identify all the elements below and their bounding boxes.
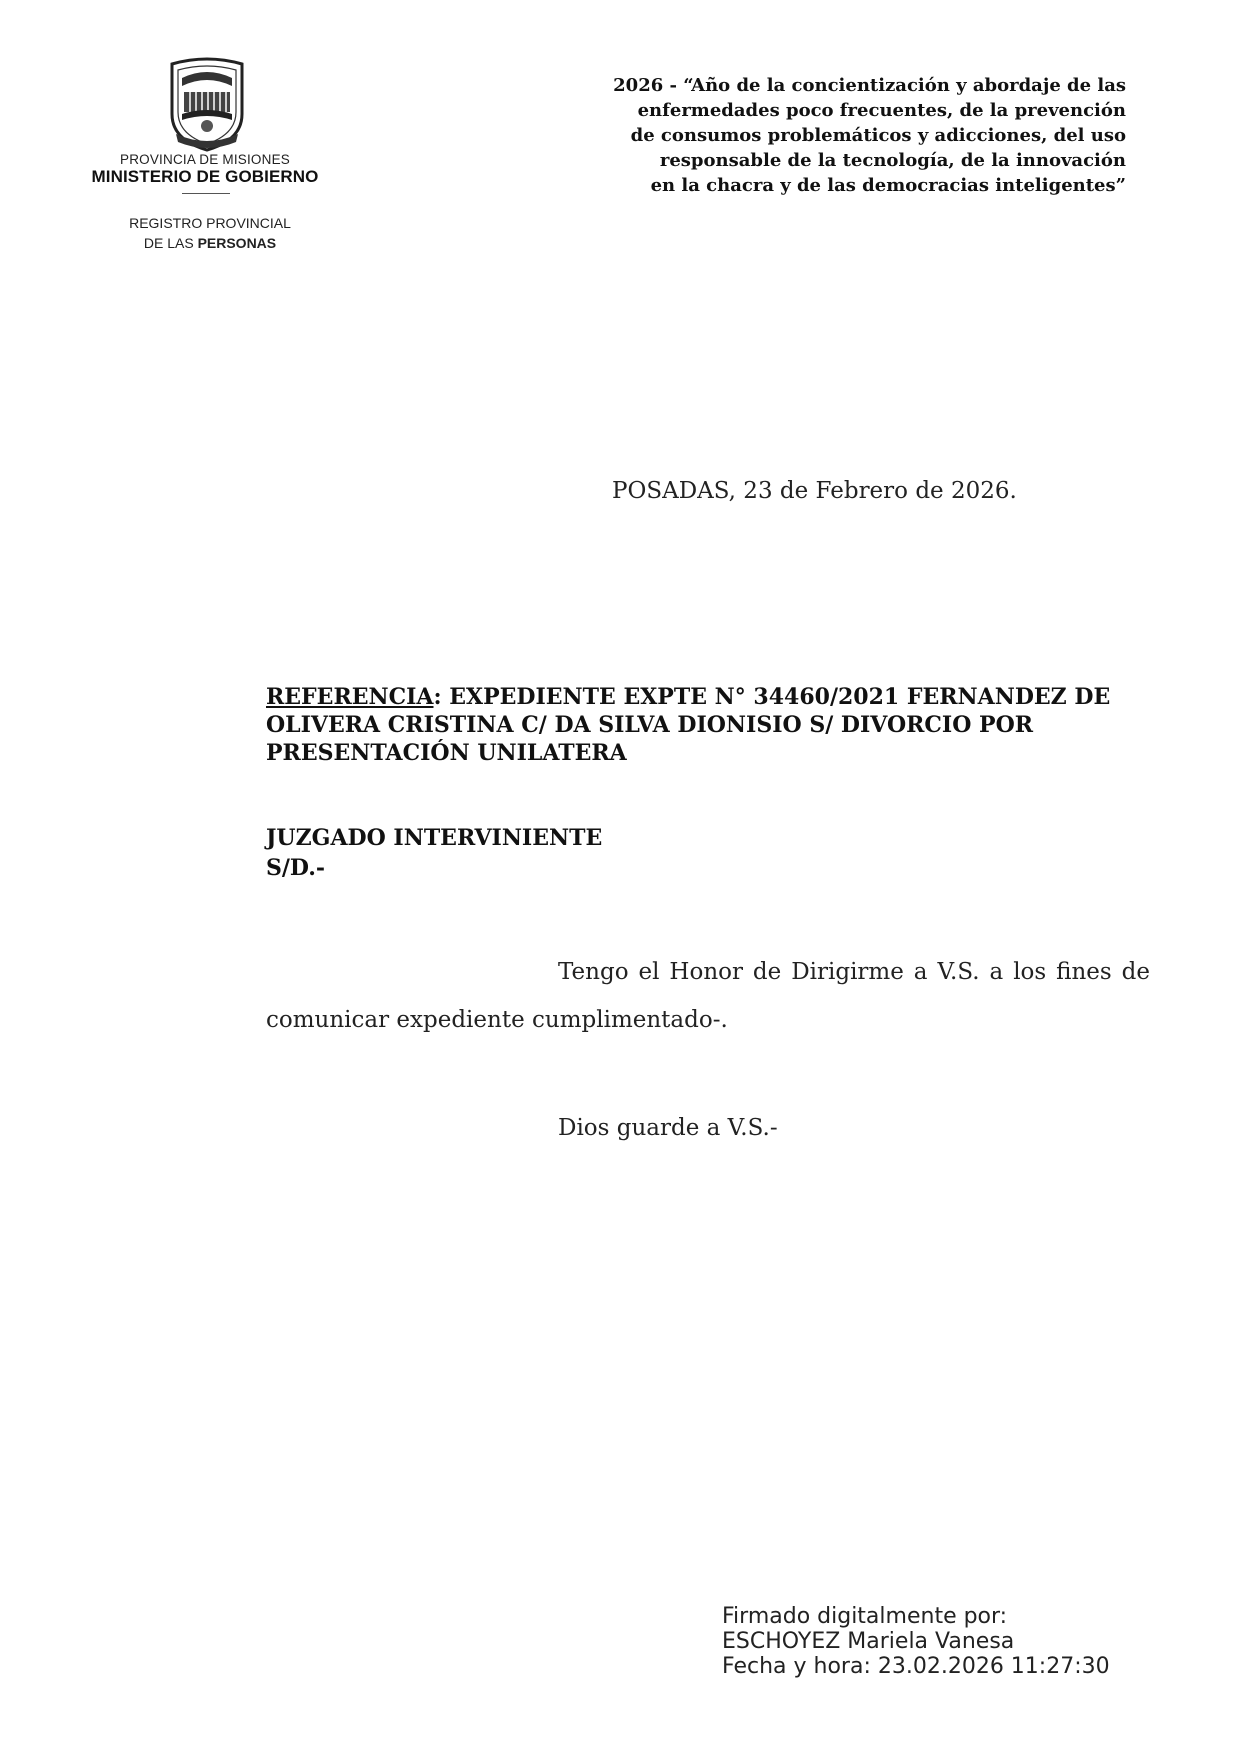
year-motto (526, 73, 1126, 198)
registry-line-2-prefix: DE LAS (143, 235, 198, 251)
signature-line-3: Fecha y hora: 23.02.2026 11:27:30 (722, 1654, 1110, 1679)
date-line: POSADAS, 23 de Febrero de 2026. (612, 478, 1017, 504)
header-divider (182, 193, 230, 194)
body-paragraph: Tengo el Honor de Dirigirme a V.S. a los fines de comunicar expediente cumplimentado-. (266, 959, 1150, 1033)
provincial-seal-icon (162, 56, 252, 152)
addressee-line-2: S/D.- (266, 855, 326, 881)
reference-text: : EXPEDIENTE EXPTE N° 34460/2021 FERNANDEZ DE OLIVERA CRISTINA C/ DA SILVA DIONISIO S/ DIVORCIO POR PRESENTACIÓN UNILATERA (266, 684, 1111, 766)
motto-line: en la chacra y de las democracias inteligentes” (650, 175, 1126, 196)
motto-line: 2026 - “Año de la concientización y abordaje de las (613, 75, 1126, 96)
registry-line-2 (110, 235, 310, 251)
signature-line-1: Firmado digitalmente por: (722, 1604, 1008, 1629)
motto-line: responsable de la tecnología, de la innovación (659, 150, 1126, 171)
addressee-line-1: JUZGADO INTERVINIENTE (266, 825, 603, 851)
reference-label: REFERENCIA (266, 684, 434, 710)
ministry-label: MINISTERIO DE GOBIERNO (91, 167, 319, 186)
registry-line-1: REGISTRO PROVINCIAL (129, 215, 291, 231)
reference-block (266, 683, 1136, 767)
registry-line-2-bold: PERSONAS (197, 235, 277, 251)
province-label: PROVINCIA DE MISIONES (120, 152, 290, 167)
digital-signature (722, 1604, 1110, 1679)
motto-line: de consumos problemáticos y adicciones, del uso (630, 125, 1126, 146)
signature-line-2: ESCHOYEZ Mariela Vanesa (722, 1629, 1015, 1654)
motto-line: enfermedades poco frecuentes, de la prevención (637, 100, 1126, 121)
closing-line: Dios guarde a V.S.- (558, 1115, 778, 1141)
